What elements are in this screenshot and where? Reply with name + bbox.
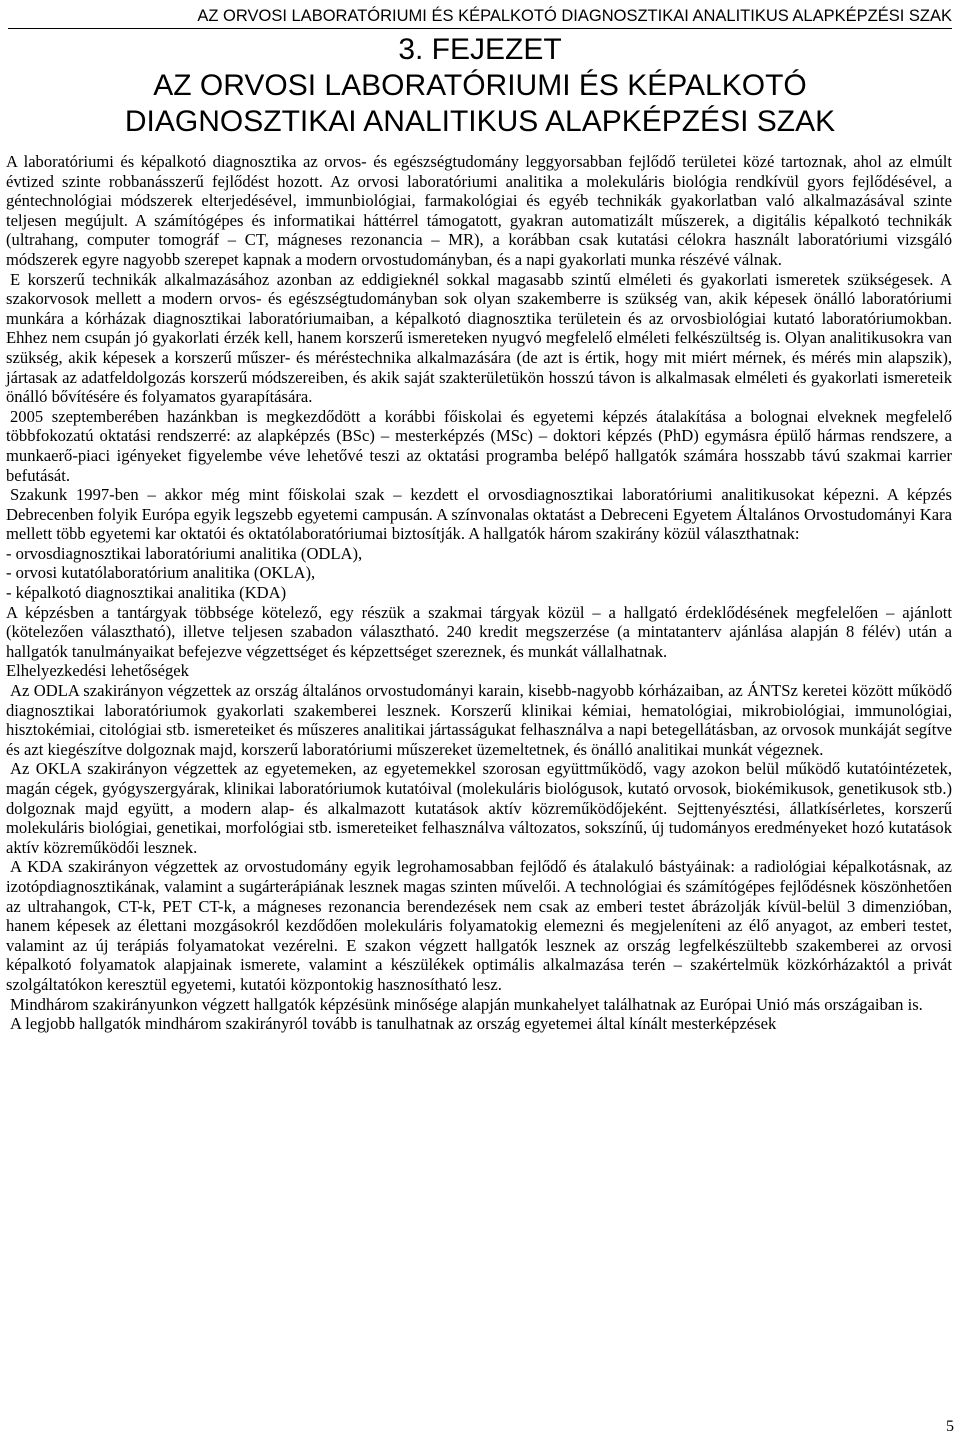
body-text	[6, 152, 952, 1034]
list-item-odla: - orvosdiagnosztikai laboratóriumi analitika (ODLA),	[6, 543, 363, 563]
chapter-number: 3. FEJEZET	[398, 33, 562, 66]
paragraph-intro: A laboratóriumi és képalkotó diagnosztika az orvos- és egészségtudomány leggyorsabban fejlődő területei közé tartoznak, ahol az elmúlt évtized szinte robbanásszerű fejlődést hozott. Az orvosi laboratóriumi analitika a molekuláris biológia rendkívül gyors fejlődésével, a géntechnológiai módszerek elterjedésével, immunbiológiai, farmakológiai és egyéb technikák gyakorlatban való alkalmazásával szinte teljesen megújult. A számítógépes és informatikai háttérrel támogatott, gyakran automatizált műszerek, a digitális képalkotó technikák (ultrahang, computer tomográf – CT, mágneses rezonancia – MR), a korábban csak kutatási célokra használt laboratóriumi vizsgáló módszerek egyre nagyobb szerepet kapnak a modern orvostudományban, és a napi gyakorlati munka részévé válnak.	[6, 152, 952, 269]
paragraph-history: Szakunk 1997-ben – akkor még mint főiskolai szak – kezdett el orvosdiagnosztikai laboratóriumi analitikusokat képezni. A képzés Debrecenben folyik Európa egyik legszebb egyetemi campusán. A színvonalas oktatást a Debreceni Egyetem Általános Orvostudományi Kara mellett több egyetemi kar oktatói és oktatólaboratóriumai biztosítják. A hallgatók három szakirány közül választhatnak:	[6, 485, 952, 544]
chapter-title	[0, 32, 960, 140]
paragraph-eu: Mindhárom szakirányunkon végzett hallgatók képzésünk minősége alapján munkahelyet találhatnak az Európai Unió más országaiban is.	[10, 994, 923, 1014]
page-number: 5	[946, 1418, 954, 1435]
paragraph-okla: Az OKLA szakirányon végzettek az egyetemeken, az egyetemekkel szorosan együttműködő, vagy azokon belül működő kutatóintézetek, magán cégek, gyógyszergyárak, klinikai laboratóriumok kutatóival (molekuláris biológusok, kutató orvosok, biokémikusok, genetikusok stb.) dolgoznak majd együtt, a modern alap- és alkalmazott kutatások aktív közreműködőjeként. Sejttenyésztési, állatkísérletes, korszerű molekuláris biológiai, genetikai, morfológiai stb. ismereteiket felhasználva változatos, sokszínű, új tudományos eredményeket hozó kutatások aktív közreműködői lesznek.	[6, 759, 952, 857]
paragraph-masters: A legjobb hallgatók mindhárom szakirányról tovább is tanulhatnak az ország egyetemei által kínált mesterképzések	[10, 1014, 777, 1034]
paragraph-bologna: 2005 szeptemberében hazánkban is megkezdődött a korábbi főiskolai és egyetemi képzés átalakítása a bolognai elveknek megfelelő többfokozatú oktatási rendszerré: az alapképzés (BSc) – mesterképzés (MSc) – doktori képzés (PhD) egymásra épülő hármas rendszere, a munkaerő-piaci igényeket figyelembe véve lehetővé teszi az oktatási programba belépő hallgatók számára hosszabb távú szakmai karrier befutását.	[6, 406, 952, 485]
chapter-title-line-2: DIAGNOSZTIKAI ANALITIKUS ALAPKÉPZÉSI SZAK	[124, 105, 836, 138]
paragraph-odla: Az ODLA szakirányon végzettek az ország általános orvostudományi karain, kisebb-nagyobb kórházaiban, az ÁNTSz keretei között működő diagnosztikai laboratóriumok gyakorlati szakemberei lesznek. Korszerű klinikai kémiai, hematológiai, mikrobiológiai, immunológiai, hisztokémiai, citológiai stb. ismereteiket és műszeres analitikai jártasságukat felhasználva a napi betegellátásban, az orvosok munkáját segítve és azt kiegészítve dolgoznak majd, korszerű laboratóriumi műszereket üzemeltetnek, és önálló analitikai munkát végeznek.	[6, 681, 952, 759]
paragraph-curriculum: A képzésben a tantárgyak többsége kötelező, egy részük a szakmai tárgyak közül – a hallgató érdeklődésének megfelelően – ajánlott (kötelezően választható), illetve teljesen szabadon választható. 240 kredit megszerzése (a mintatanterv ajánlása alapján 8 félév) után a hallgatók tanulmányaikat befejezve végzettséget és képzettséget szereznek, és munkát vállalhatnak.	[6, 602, 952, 661]
running-header: AZ ORVOSI LABORATÓRIUMI ÉS KÉPALKOTÓ DIAGNOSZTIKAI ANALITIKUS ALAPKÉPZÉSI SZAK	[8, 6, 952, 29]
paragraph-requirements: E korszerű technikák alkalmazásához azonban az eddigieknél sokkal magasabb szintű elméleti és gyakorlati ismeretek szükségesek. A szakorvosok mellett a modern orvos- és egészségtudományban sok olyan szakemberre is szükség van, akik képesek önálló laboratóriumi munkára a kórházak diagnosztikai laboratóriumaiban, a képalkotó diagnosztika területein és az orvosbiológiai kutató laboratóriumokban. Ehhez nem csupán jó gyakorlati érzék kell, hanem korszerű ismereteken nyugvó megfelelő elméleti felkészültség is. Olyan analitikusokra van szükség, akik képesek a korszerű műszer- és méréstechnika alkalmazására (de azt is értik, hogy mit miért mérnek, és mérés min alapszik), jártasak az adatfeldolgozás korszerű módszereiben, és akik saját szakterületükön hosszú távon is alkalmasak elméleti és gyakorlati ismereteik önálló bővítésére és folyamatos gyarapítására.	[6, 269, 952, 407]
paragraph-kda: A KDA szakirányon végzettek az orvostudomány egyik legrohamosabban fejlődő és átalakuló bástyáinak: a radiológiai képalkotásnak, az izotópdiagnosztikának, valamint a sugárterápiának lesznek magas szinten művelői. A technológiai és számítógépes fejlődésnek köszönhetően az ultrahangok, CT-k, PET CT-k, a mágneses rezonancia berendezések nem csak az emberi testet ábrázolják kívül-belül 3 dimenzióban, hanem képesek az élettani mozgásokról kezdődően molekuláris folyamatokig elemezni és megjeleníteni az élő anyagot, az emberi testet, valamint az új terápiás folyamatokat vezérelni. E szakon végzett hallgatók lesznek az ország legfelkészültebb szakemberei az orvosi képalkotó folyamatok alapjainak ismerete, valamint a készülékek optimális alkalmazása terén – szakértelmük közkórházaktól a privát szolgáltatókon keresztül egyetemi, kutatói központokig hasznosítható lesz.	[6, 857, 952, 994]
section-heading: Elhelyezkedési lehetőségek	[6, 661, 189, 681]
list-item-kda: - képalkotó diagnosztikai analitika (KDA)	[6, 583, 287, 603]
chapter-title-line-1: AZ ORVOSI LABORATÓRIUMI ÉS KÉPALKOTÓ	[153, 69, 807, 102]
list-item-okla: - orvosi kutatólaboratórium analitika (OKLA),	[6, 563, 316, 583]
